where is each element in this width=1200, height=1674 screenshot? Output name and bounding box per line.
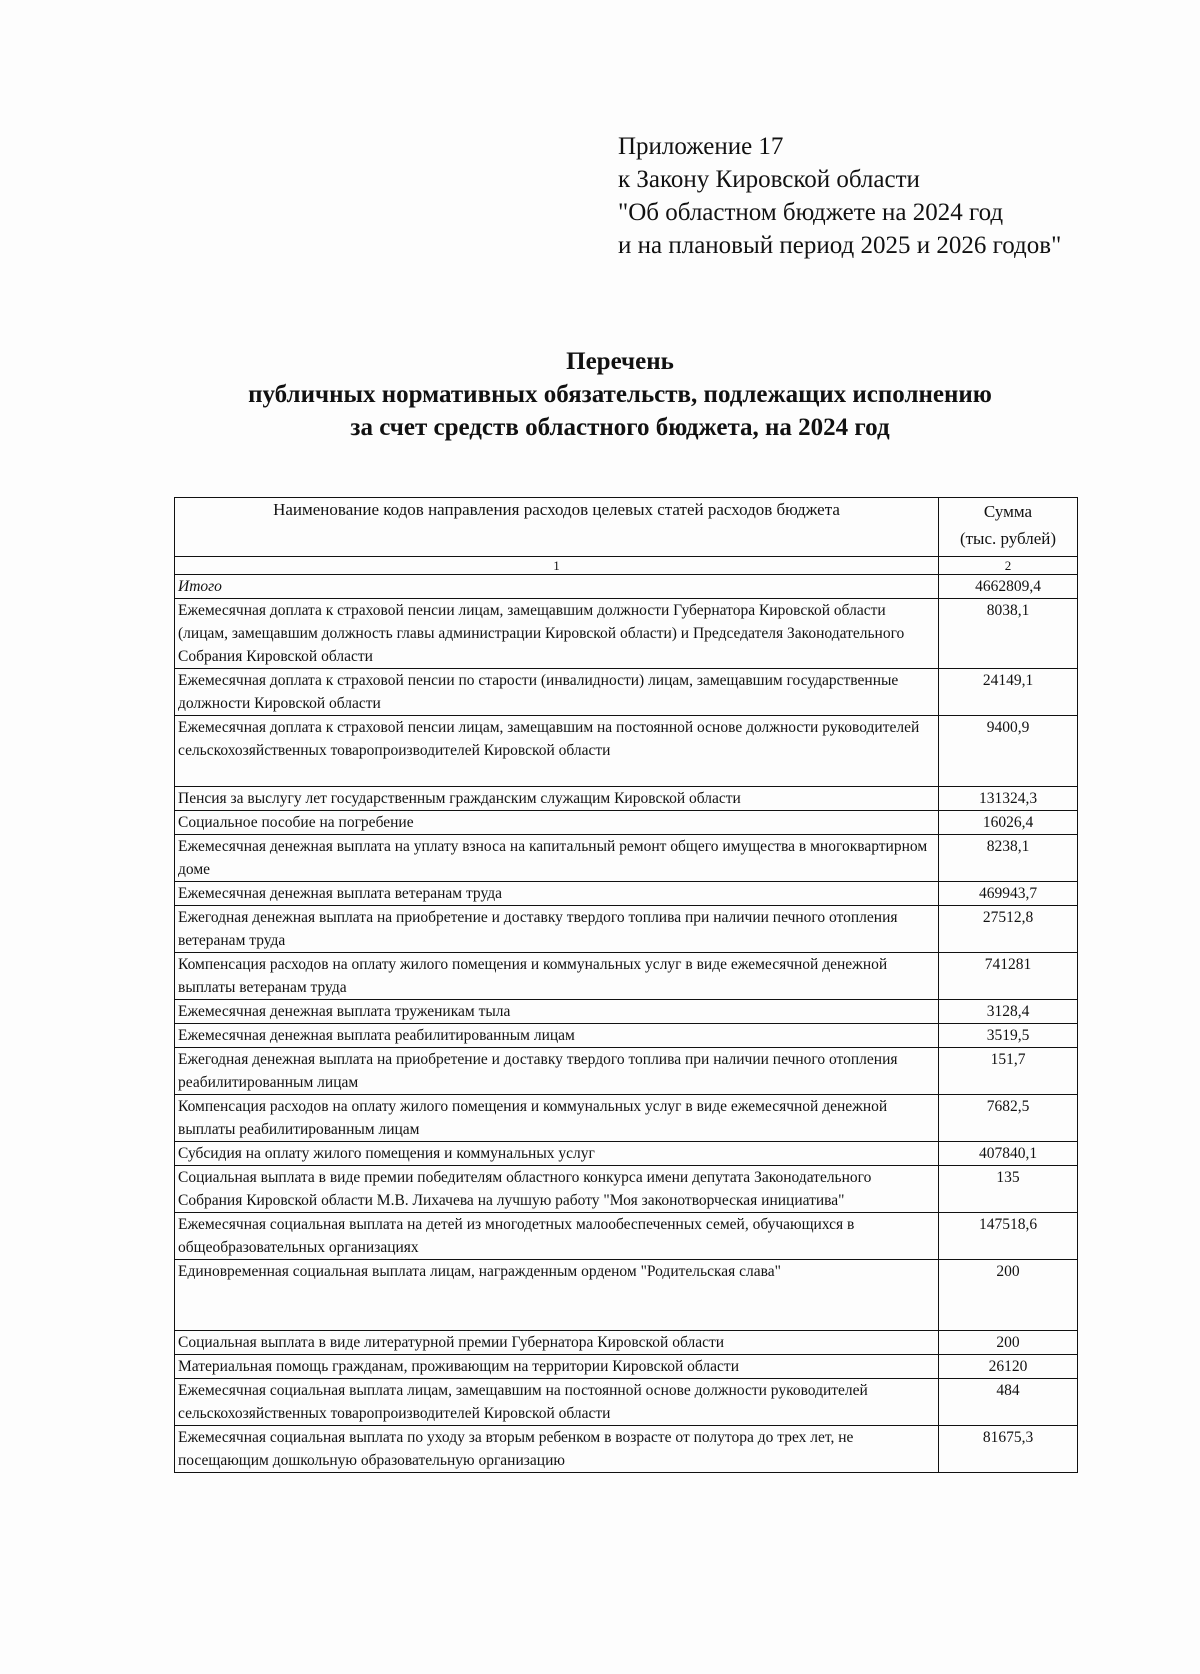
- table-row: [175, 835, 1078, 882]
- table-row: [175, 1355, 1078, 1379]
- column-number-1: 1: [175, 557, 939, 575]
- table-row: [175, 1331, 1078, 1355]
- row-name: Ежегодная денежная выплата на приобретение и доставку твердого топлива при наличии печного отопления ветеранам труда: [175, 906, 939, 953]
- title-line: Перечень: [566, 348, 674, 375]
- row-amount: 151,7: [939, 1048, 1078, 1095]
- row-amount: 26120: [939, 1355, 1078, 1379]
- row-name: Пенсия за выслугу лет государственным гражданским служащим Кировской области: [175, 787, 939, 811]
- row-amount: 131324,3: [939, 787, 1078, 811]
- row-name: Ежегодная денежная выплата на приобретение и доставку твердого топлива при наличии печного отопления реабилитированным лицам: [175, 1048, 939, 1095]
- annex-line: к Закону Кировской области: [618, 166, 920, 193]
- table-row: [175, 1095, 1078, 1142]
- row-amount: 407840,1: [939, 1142, 1078, 1166]
- total-row: [175, 575, 1078, 599]
- row-name: Компенсация расходов на оплату жилого помещения и коммунальных услуг в виде ежемесячной денежной выплаты реабилитированным лицам: [175, 1095, 939, 1142]
- annex-note: [618, 130, 1061, 262]
- row-name: Ежемесячная доплата к страховой пенсии лицам, замещавшим на постоянной основе должности руководителей сельскохозяйственных товаропроизводителей Кировской области: [175, 716, 939, 787]
- row-name: Ежемесячная социальная выплата по уходу за вторым ребенком в возрасте от полутора до трех лет, не посещающим дошкольную образовательную организацию: [175, 1426, 939, 1473]
- table-row: [175, 1166, 1078, 1213]
- table-row: [175, 1260, 1078, 1331]
- row-amount: 135: [939, 1166, 1078, 1213]
- row-name: Ежемесячная социальная выплата лицам, замещавшим на постоянной основе должности руководителей сельскохозяйственных товаропроизводителей Кировской области: [175, 1379, 939, 1426]
- row-name: Компенсация расходов на оплату жилого помещения и коммунальных услуг в виде ежемесячной денежной выплаты ветеранам труда: [175, 953, 939, 1000]
- table-header-row: [175, 498, 1078, 557]
- table-row: [175, 1213, 1078, 1260]
- table-row: [175, 1379, 1078, 1426]
- row-amount: 27512,8: [939, 906, 1078, 953]
- annex-line: Приложение 17: [618, 133, 784, 160]
- row-amount: 8038,1: [939, 599, 1078, 669]
- row-name: Ежемесячная денежная выплата реабилитированным лицам: [175, 1024, 939, 1048]
- row-amount: 3519,5: [939, 1024, 1078, 1048]
- header-name-cell: Наименование кодов направления расходов целевых статей расходов бюджета: [175, 498, 939, 557]
- title-line: публичных нормативных обязательств, подлежащих исполнению: [248, 381, 992, 408]
- annex-line: и на плановый период 2025 и 2026 годов": [618, 232, 1062, 259]
- column-number-2: 2: [939, 557, 1078, 575]
- row-name: Ежемесячная денежная выплата на уплату взноса на капитальный ремонт общего имущества в многоквартирном доме: [175, 835, 939, 882]
- table-row: [175, 882, 1078, 906]
- row-amount: 7682,5: [939, 1095, 1078, 1142]
- table-row: [175, 787, 1078, 811]
- row-name: Ежемесячная доплата к страховой пенсии лицам, замещавшим должности Губернатора Кировской области (лицам, замещавшим должность главы администрации Кировской области) и Председателя Законодательного Собрания Кировской области: [175, 599, 939, 669]
- row-amount: 24149,1: [939, 669, 1078, 716]
- table-row: [175, 1024, 1078, 1048]
- table-row: [175, 811, 1078, 835]
- table-row: [175, 1000, 1078, 1024]
- document-title: [200, 345, 1040, 444]
- row-amount: 81675,3: [939, 1426, 1078, 1473]
- row-amount: 200: [939, 1260, 1078, 1331]
- row-name: Субсидия на оплату жилого помещения и коммунальных услуг: [175, 1142, 939, 1166]
- row-name: Единовременная социальная выплата лицам, награжденным орденом "Родительская слава": [175, 1260, 939, 1331]
- obligations-table: [174, 497, 1078, 1473]
- row-amount: 147518,6: [939, 1213, 1078, 1260]
- row-name: Материальная помощь гражданам, проживающим на территории Кировской области: [175, 1355, 939, 1379]
- header-sum-unit: (тыс. рублей): [959, 529, 1057, 548]
- table-row: [175, 669, 1078, 716]
- table-row: [175, 1426, 1078, 1473]
- total-amount: 4662809,4: [939, 575, 1078, 599]
- row-name: Социальная выплата в виде литературной премии Губернатора Кировской области: [175, 1331, 939, 1355]
- column-number-row: [175, 557, 1078, 575]
- row-name: Ежемесячная денежная выплата труженикам тыла: [175, 1000, 939, 1024]
- row-name: Ежемесячная доплата к страховой пенсии по старости (инвалидности) лицам, замещавшим государственные должности Кировской области: [175, 669, 939, 716]
- table-row: [175, 906, 1078, 953]
- table-row: [175, 599, 1078, 669]
- header-sum-line: Сумма: [983, 502, 1033, 521]
- row-name: Социальная выплата в виде премии победителям областного конкурса имени депутата Законодательного Собрания Кировской области М.В. Лихачева на лучшую работу "Моя законотворческая инициатива": [175, 1166, 939, 1213]
- row-name: Ежемесячная денежная выплата ветеранам труда: [175, 882, 939, 906]
- row-amount: 200: [939, 1331, 1078, 1355]
- row-amount: 9400,9: [939, 716, 1078, 787]
- annex-line: "Об областном бюджете на 2024 год: [618, 199, 1004, 226]
- row-amount: 16026,4: [939, 811, 1078, 835]
- table-row: [175, 953, 1078, 1000]
- header-sum-cell: [939, 498, 1078, 557]
- row-amount: 469943,7: [939, 882, 1078, 906]
- table-row: [175, 1142, 1078, 1166]
- row-amount: 3128,4: [939, 1000, 1078, 1024]
- table-row: [175, 716, 1078, 787]
- row-amount: 484: [939, 1379, 1078, 1426]
- row-name: Ежемесячная социальная выплата на детей из многодетных малообеспеченных семей, обучающихся в общеобразовательных организациях: [175, 1213, 939, 1260]
- table-row: [175, 1048, 1078, 1095]
- title-line: за счет средств областного бюджета, на 2024 год: [350, 414, 890, 441]
- row-amount: 741281: [939, 953, 1078, 1000]
- total-label: Итого: [175, 575, 939, 599]
- row-name: Социальное пособие на погребение: [175, 811, 939, 835]
- row-amount: 8238,1: [939, 835, 1078, 882]
